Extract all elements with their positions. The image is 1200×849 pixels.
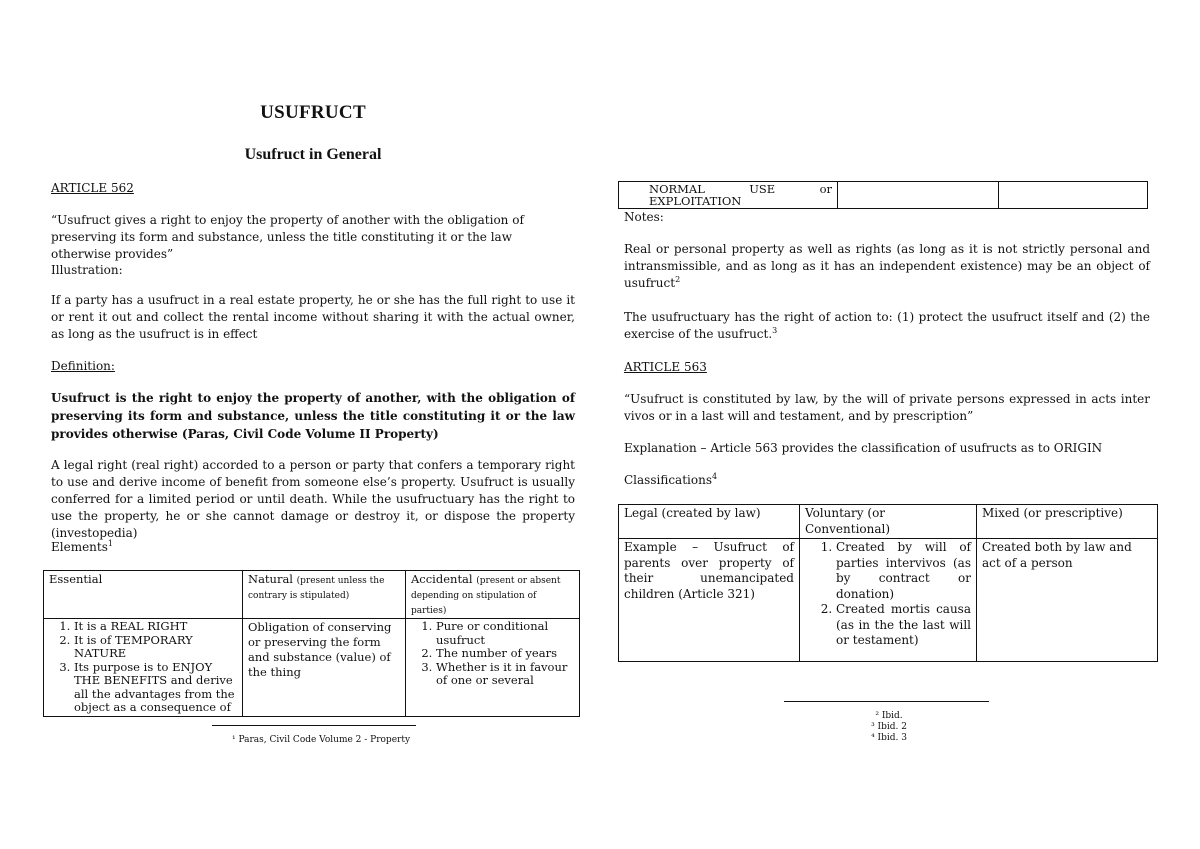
natural-header-note: (present unless the contrary is stipulated)	[248, 576, 385, 601]
footnote-mark-3: 3	[772, 326, 778, 335]
notes-para-2	[624, 309, 1150, 343]
empty-cell	[999, 182, 1148, 209]
legal-right-text: A legal right (real right) accorded to a person or party that confers a temporary right to use and derive income of benefit from someone else’s property. Usufruct is usually conferred for a limited period or until death. While the usufructuary has the right to use the property, he or she cannot damage or destroy it, or dispose the property (investopedia)	[51, 458, 575, 540]
classifications-label	[624, 472, 1150, 489]
accidental-cell	[406, 619, 580, 717]
elements-label	[51, 539, 575, 556]
essential-item: 1. It is a REAL RIGHT	[74, 620, 237, 634]
accidental-item: 1. Pure or conditional usufruct	[436, 620, 574, 647]
classifications-body-row	[619, 539, 1158, 662]
footnote-4: ⁴ Ibid. 3	[871, 733, 907, 743]
classifications-header-row	[619, 505, 1158, 539]
natural-cell: Obligation of conserving or preserving the form and substance (value) of the thing	[243, 619, 406, 717]
voluntary-cell	[800, 539, 977, 662]
definition-label: Definition:	[51, 359, 115, 373]
essential-cell	[44, 619, 243, 717]
essential-item: 2. It is of TEMPORARY NATURE	[74, 634, 237, 661]
legal-header: Legal (created by law)	[619, 505, 800, 539]
mixed-header: Mixed (or prescriptive)	[977, 505, 1158, 539]
article-562-quote: “Usufruct gives a right to enjoy the property of another with the obligation of preserving its form and substance, unless the title constituting it or the law otherwise provides”	[51, 213, 524, 261]
essential-item: 3. Its purpose is to ENJOY THE BENEFITS and derive all the advantages from the object as a consequence of	[74, 661, 237, 715]
classifications-label-text: Classifications	[624, 473, 712, 487]
footnote-mark-2: 2	[675, 275, 681, 284]
elements-footnote-mark: 1	[107, 539, 113, 548]
footnotes-block	[814, 711, 964, 744]
accidental-header-text: Accidental	[411, 572, 473, 586]
illustration-text: If a party has a usufruct in a real estate property, he or she has the full right to use it or rent it out and collect the rental income without sharing it with the actual owner, as long as the usufruct is in effect	[51, 293, 575, 341]
page-subtitle: Usufruct in General	[244, 146, 382, 163]
empty-cell	[838, 182, 999, 209]
article-563-quote: “Usufruct is constituted by law, by the will of private persons expressed in acts inter vivos or in a last will and testament, and by prescription”	[624, 392, 1150, 423]
accidental-header-note: (present or absent depending on stipulation of parties)	[411, 576, 561, 616]
voluntary-item: 2. Created mortis causa (as in the the last will or testament)	[836, 602, 971, 649]
illustration-label: Illustration:	[51, 263, 123, 277]
natural-header	[243, 571, 406, 619]
elements-label-text: Elements	[51, 540, 108, 554]
footnote-divider	[212, 725, 416, 726]
normal-use-cell: NORMAL USE or EXPLOITATION	[619, 182, 838, 209]
article-563-heading: ARTICLE 563	[624, 360, 707, 374]
normal-use-row	[619, 182, 1148, 209]
elements-table-header-row	[44, 571, 580, 619]
notes-para-1	[624, 241, 1150, 292]
footnote-divider	[784, 701, 989, 702]
natural-header-text: Natural	[248, 572, 293, 586]
legal-cell: Example – Usufruct of parents over property of their unemancipated children (Article 321)	[619, 539, 800, 662]
definition-text: Usufruct is the right to enjoy the property of another, with the obligation of preserving its form and substance, unless the title constituting it or the law provides otherwise (Paras, Civil Code Volume II Property)	[51, 391, 575, 441]
voluntary-header: Voluntary (or Conventional)	[800, 505, 977, 539]
elements-table-body-row	[44, 619, 580, 717]
explanation-text: Explanation – Article 563 provides the classification of usufructs as to ORIGIN	[624, 441, 1103, 455]
accidental-header	[406, 571, 580, 619]
footnote-1: ¹ Paras, Civil Code Volume 2 - Property	[231, 735, 411, 745]
footnote-mark-4: 4	[711, 472, 718, 481]
essential-header: Essential	[44, 571, 243, 619]
page-title: USUFRUCT	[260, 102, 366, 123]
accidental-item: 2. The number of years	[436, 647, 574, 661]
classifications-table	[618, 504, 1158, 662]
notes-para-2-text: The usufructuary has the right of action to: (1) protect the usufruct itself and (2) the exercise of the usufruct.	[624, 310, 1150, 341]
notes-label: Notes:	[624, 210, 664, 224]
elements-table	[43, 570, 580, 717]
notes-para-1-text: Real or personal property as well as rights (as long as it is not strictly personal and intransmissible, and as long as it has an independent existence) may be an object of usufruct	[624, 242, 1150, 290]
normal-use-table	[618, 181, 1148, 209]
voluntary-item: 1. Created by will of parties intervivos (as by contract or donation)	[836, 540, 971, 602]
mixed-cell: Created both by law and act of a person	[977, 539, 1158, 662]
footnote-3: ³ Ibid. 2	[871, 722, 907, 732]
accidental-item: 3. Whether is it in favour of one or several	[436, 661, 574, 688]
article-562-heading: ARTICLE 562	[51, 181, 134, 195]
footnote-2: ² Ibid.	[875, 711, 903, 721]
